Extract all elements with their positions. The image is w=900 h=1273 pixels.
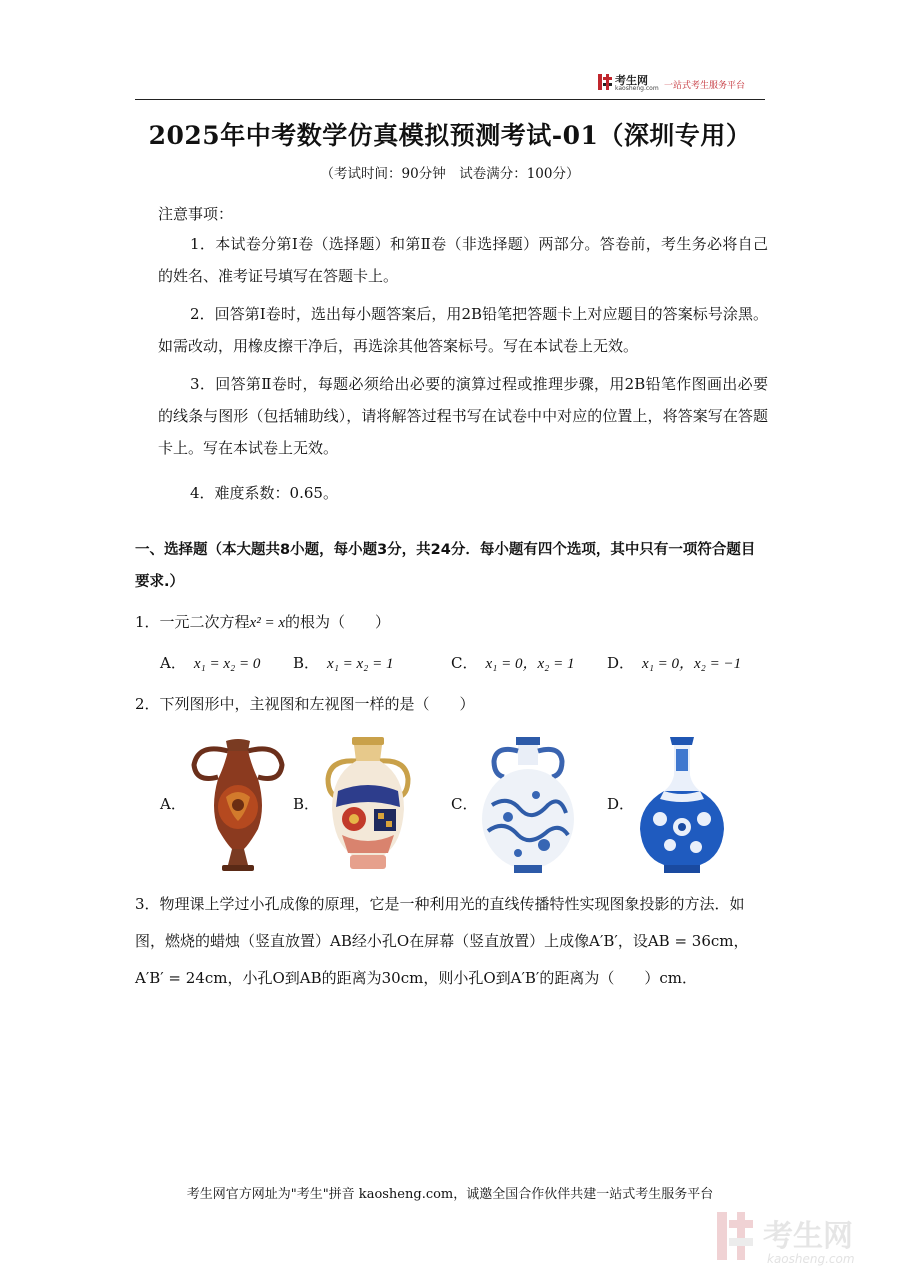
q1-option-d: D． x₁ = 0，x₂ = −1 [607, 654, 742, 672]
blue-white-porcelain-vase-icon [638, 735, 726, 875]
q1-equation: x² = x [249, 615, 285, 631]
q1-stem-pre: 1．一元二次方程 [135, 613, 250, 631]
watermark-domain: kaosheng.com [767, 1252, 855, 1266]
kaosheng-logo-icon [598, 74, 612, 90]
page-title: 2025年中考数学仿真模拟预测考试-01（深圳专用） [148, 121, 752, 150]
question-3-stem [135, 886, 767, 997]
q1-option-a: A． x₁ = x₂ = 0 [160, 654, 261, 672]
watermark-name: 考生网 [763, 1219, 853, 1254]
q3-line-3: A′B′ = 24cm，小孔O到AB的距离为30cm，则小孔O到A′B′的距离为（ ）cm． [135, 969, 697, 987]
page-subtitle: （考试时间：90分钟 试卷满分：100分） [320, 166, 580, 182]
q2-option-b-label: B． [293, 795, 320, 813]
header-slogan: 一站式考生服务平台 [664, 81, 746, 91]
q3-line-1: 3．物理课上学过小孔成像的原理，它是一种利用光的直线传播特性实现图象投影的方法．如 [135, 895, 745, 913]
imari-style-vase-icon [322, 735, 414, 873]
q1-option-c: C． x₁ = 0，x₂ = 1 [451, 654, 575, 672]
header-divider [135, 99, 765, 100]
q2-option-a-label: A． [160, 795, 186, 813]
logo-name: 考生网 [615, 74, 648, 87]
q1-option-b: B． x₁ = x₂ = 1 [293, 654, 394, 672]
notice-heading: 注意事项： [158, 205, 234, 223]
question-2-stem: 2．下列图形中，主视图和左视图一样的是（ ） [135, 695, 475, 713]
q2-option-d-label: D． [607, 795, 635, 813]
notice-item-4: 4．难度系数：0.65。 [190, 484, 338, 502]
blue-white-moon-flask-icon [478, 735, 578, 875]
section-heading-choice: 一、选择题（本大题共8小题，每小题3分，共24分．每小题有四个选项，其中只有一项符合题目要求.） [135, 542, 756, 590]
logo-domain: kaosheng.com [615, 85, 659, 92]
q1-stem-post: 的根为（ ） [284, 613, 390, 631]
header-logo [598, 72, 763, 94]
kaosheng-watermark-logo [715, 1208, 885, 1268]
footer-note: 考生网官方网址为"考生"拼音 kaosheng.com，诚邀全国合作伙伴共建一站式考生服务平台 [186, 1187, 714, 1202]
question-1-stem [135, 611, 390, 632]
notice-item-1: 1．本试卷分第Ⅰ卷（选择题）和第Ⅱ卷（非选择题）两部分。答卷前，考生务必将自己的姓名、准考证号填写在答题卡上。 [158, 235, 768, 285]
q3-line-2: 图，燃烧的蜡烛（竖直放置）AB经小孔O在屏幕（竖直放置）上成像A′B′，设AB = 36cm， [135, 932, 749, 950]
q2-option-c-label: C． [451, 795, 478, 813]
notice-item-3: 3．回答第Ⅱ卷时，每题必须给出必要的演算过程或推理步骤，用2B铅笔作图画出必要的线条与图形（包括辅助线），请将解答过程书写在试卷中中对应的位置上，将答案写在答题卡上。写在本试卷上无效。 [158, 375, 768, 457]
brown-ornate-vase-icon [188, 737, 288, 873]
notice-item-2: 2．回答第Ⅰ卷时，选出每小题答案后，用2B铅笔把答题卡上对应题目的答案标号涂黑。如需改动，用橡皮擦干净后，再选涂其他答案标号。写在本试卷上无效。 [158, 305, 768, 355]
